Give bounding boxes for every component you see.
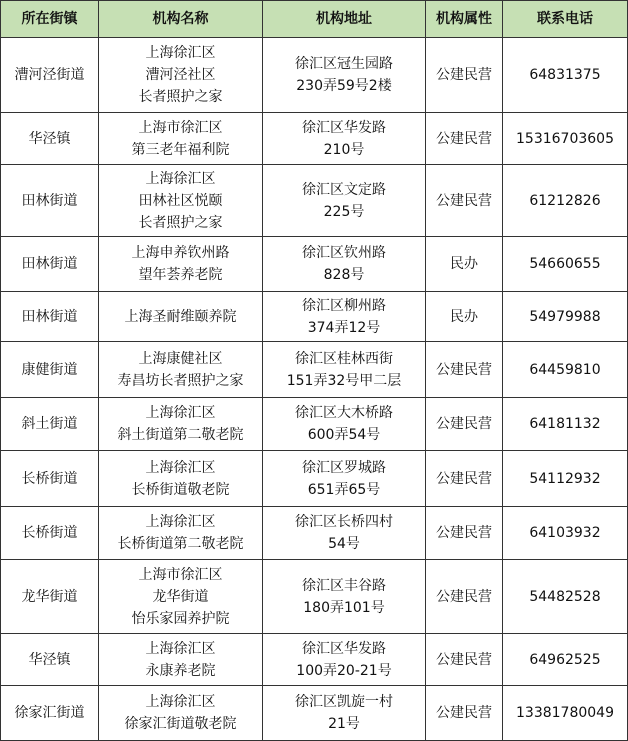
cell-address-line: 180弄101号 <box>303 599 385 616</box>
cell-address-line: 徐汇区华发路 <box>302 640 386 657</box>
cell-type: 公建民营 <box>426 451 503 507</box>
cell-type: 公建民营 <box>426 113 503 165</box>
cell-name <box>99 38 263 113</box>
cell-phone: 54482528 <box>503 560 628 634</box>
header-name: 机构名称 <box>99 1 263 38</box>
cell-address-line: 151弄32号甲二层 <box>286 372 402 389</box>
table-row <box>1 560 628 634</box>
cell-type: 公建民营 <box>426 686 503 741</box>
header-type: 机构属性 <box>426 1 503 38</box>
cell-name-line: 第三老年福利院 <box>131 141 230 158</box>
cell-address-line: 651弄65号 <box>307 481 381 498</box>
cell-address-line: 徐汇区长桥四村 <box>295 514 393 530</box>
cell-name <box>99 113 263 165</box>
cell-name-line: 上海徐汇区 <box>145 405 216 421</box>
cell-town: 长桥街道 <box>1 451 99 507</box>
cell-name <box>99 398 263 451</box>
cell-name-line: 上海徐汇区 <box>145 694 216 710</box>
cell-type: 民办 <box>426 237 503 292</box>
cell-name-line: 上海申养钦州路 <box>131 245 230 261</box>
cell-address-line: 374弄12号 <box>307 319 381 336</box>
cell-name-line: 上海徐汇区 <box>145 640 216 657</box>
cell-type: 公建民营 <box>426 507 503 560</box>
cell-address <box>263 560 426 634</box>
cell-name-line: 斜土街道第二敬老院 <box>117 427 244 443</box>
cell-address-line: 徐汇区丰谷路 <box>302 577 386 594</box>
cell-address-line: 徐汇区钦州路 <box>302 245 386 261</box>
cell-town: 徐家汇街道 <box>1 686 99 741</box>
cell-name <box>99 342 263 398</box>
cell-address <box>263 634 426 686</box>
cell-town: 龙华街道 <box>1 560 99 634</box>
table-row <box>1 634 628 686</box>
cell-phone: 54112932 <box>503 451 628 507</box>
cell-name <box>99 292 263 342</box>
cell-name <box>99 507 263 560</box>
cell-phone: 64459810 <box>503 342 628 398</box>
cell-name-line: 长者照护之家 <box>138 214 223 231</box>
cell-town: 田林街道 <box>1 292 99 342</box>
cell-name-line: 长桥街道敬老院 <box>131 481 230 498</box>
cell-name-line: 上海圣耐维颐养院 <box>124 308 237 325</box>
cell-phone: 64962525 <box>503 634 628 686</box>
table-body <box>1 38 628 741</box>
header-address: 机构地址 <box>263 1 426 38</box>
cell-name-line: 漕河泾社区 <box>145 67 216 83</box>
cell-address <box>263 507 426 560</box>
cell-address <box>263 342 426 398</box>
cell-town: 康健街道 <box>1 342 99 398</box>
cell-address-line: 600弄54号 <box>307 427 381 443</box>
table-row <box>1 292 628 342</box>
cell-name-line: 望年荟养老院 <box>138 267 223 283</box>
cell-type: 民办 <box>426 292 503 342</box>
cell-name <box>99 165 263 237</box>
cell-town: 华泾镇 <box>1 113 99 165</box>
cell-address-line: 徐汇区柳州路 <box>302 297 386 314</box>
table-row <box>1 398 628 451</box>
cell-address-line: 徐汇区桂林西街 <box>295 350 393 367</box>
cell-name <box>99 634 263 686</box>
cell-address-line: 徐汇区冠生园路 <box>295 56 393 72</box>
cell-type: 公建民营 <box>426 165 503 237</box>
cell-name <box>99 686 263 741</box>
table-row <box>1 686 628 741</box>
cell-town: 田林街道 <box>1 165 99 237</box>
cell-address-line: 徐汇区凯旋一村 <box>295 694 393 710</box>
table-row <box>1 38 628 113</box>
cell-town: 华泾镇 <box>1 634 99 686</box>
header-phone: 联系电话 <box>503 1 628 38</box>
cell-name-line: 上海康健社区 <box>138 350 223 367</box>
cell-name-line: 田林社区悦颐 <box>138 192 223 209</box>
cell-address <box>263 113 426 165</box>
table-row <box>1 451 628 507</box>
cell-address-line: 100弄20-21号 <box>296 662 392 679</box>
cell-address <box>263 237 426 292</box>
cell-name-line: 上海市徐汇区 <box>138 566 223 583</box>
cell-name-line: 长桥街道第二敬老院 <box>117 536 244 552</box>
cell-type: 公建民营 <box>426 38 503 113</box>
table-row <box>1 165 628 237</box>
cell-name-line: 寿昌坊长者照护之家 <box>117 372 244 389</box>
cell-address-line: 21号 <box>328 716 360 732</box>
cell-name-line: 怡乐家园养护院 <box>131 610 230 627</box>
table-row <box>1 237 628 292</box>
cell-name-line: 上海市徐汇区 <box>138 119 223 136</box>
header-town: 所在街镇 <box>1 1 99 38</box>
cell-address-line: 225号 <box>323 203 365 220</box>
cell-type: 公建民营 <box>426 634 503 686</box>
cell-name-line: 上海徐汇区 <box>145 45 216 61</box>
cell-name-line: 永康养老院 <box>145 662 216 679</box>
cell-town: 田林街道 <box>1 237 99 292</box>
cell-address-line: 徐汇区文定路 <box>302 181 386 198</box>
cell-phone: 64103932 <box>503 507 628 560</box>
cell-type: 公建民营 <box>426 398 503 451</box>
cell-address-line: 828号 <box>323 267 365 283</box>
cell-address <box>263 165 426 237</box>
cell-name <box>99 237 263 292</box>
cell-phone: 61212826 <box>503 165 628 237</box>
cell-phone: 64831375 <box>503 38 628 113</box>
cell-address <box>263 686 426 741</box>
cell-type: 公建民营 <box>426 342 503 398</box>
cell-phone: 13381780049 <box>503 686 628 741</box>
cell-type: 公建民营 <box>426 560 503 634</box>
cell-address <box>263 451 426 507</box>
header-row <box>1 1 628 38</box>
cell-town: 长桥街道 <box>1 507 99 560</box>
cell-phone: 64181132 <box>503 398 628 451</box>
cell-name <box>99 560 263 634</box>
cell-phone: 15316703605 <box>503 113 628 165</box>
cell-address <box>263 38 426 113</box>
cell-town: 斜土街道 <box>1 398 99 451</box>
cell-name-line: 长者照护之家 <box>138 89 223 105</box>
cell-name-line: 上海徐汇区 <box>145 459 216 476</box>
cell-name <box>99 451 263 507</box>
cell-address-line: 230弄59号2楼 <box>296 78 392 94</box>
cell-name-line: 徐家汇街道敬老院 <box>124 716 237 732</box>
cell-name-line: 上海徐汇区 <box>145 514 216 530</box>
table-row <box>1 507 628 560</box>
cell-address <box>263 292 426 342</box>
cell-phone: 54979988 <box>503 292 628 342</box>
cell-address-line: 210号 <box>323 141 365 158</box>
cell-address <box>263 398 426 451</box>
cell-address-line: 徐汇区罗城路 <box>302 459 386 476</box>
cell-address-line: 徐汇区大木桥路 <box>295 405 393 421</box>
cell-address-line: 徐汇区华发路 <box>302 119 386 136</box>
table-row <box>1 113 628 165</box>
cell-phone: 54660655 <box>503 237 628 292</box>
cell-town: 漕河泾街道 <box>1 38 99 113</box>
cell-name-line: 上海徐汇区 <box>145 170 216 187</box>
cell-name-line: 龙华街道 <box>152 588 209 605</box>
table-row <box>1 342 628 398</box>
cell-address-line: 54号 <box>328 536 360 552</box>
